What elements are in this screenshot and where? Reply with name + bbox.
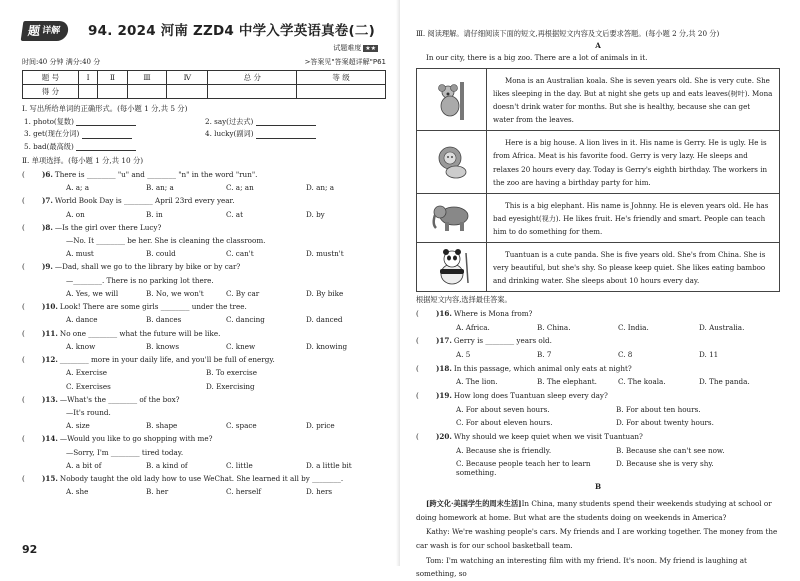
story-elephant [416, 194, 780, 243]
question-19: ( )19. How long does Tuantuan sleep every day? [416, 390, 608, 400]
passage-b-p2: Kathy: We're washing people's cars. My friends and I are working together. The money from the car wash is for our school basketball team. [416, 527, 778, 551]
score-cell[interactable] [167, 84, 208, 98]
score-cell[interactable] [127, 84, 167, 98]
option[interactable]: C. space [226, 421, 257, 431]
option[interactable]: C. India. [618, 322, 649, 332]
time-score: 时间:40 分钟 满分:40 分 [22, 58, 101, 67]
option[interactable]: D. knowing [306, 341, 348, 351]
score-cell[interactable] [79, 84, 98, 98]
story-panda [416, 243, 780, 292]
story-text: Mona is an Australian koala. She is seven years old. She is very cute. She likes sleeping in the day. But at night she gets up and eats leaves(树叶). Mona doesn't drink water for months. But she is healthy, because she can get water from the leaves. [493, 75, 773, 125]
option[interactable]: C. knew [226, 341, 256, 351]
option[interactable]: C. By car [226, 288, 260, 298]
option[interactable]: A. The lion. [456, 377, 498, 387]
score-header-cell: 等 级 [297, 70, 386, 84]
options-8 [66, 250, 386, 259]
panda-icon [417, 243, 487, 291]
part-a-label: A [595, 40, 601, 50]
option[interactable]: D. mustn't [306, 249, 344, 259]
question-10: ( )10. Look! There are some girls ________ under the tree. [22, 302, 247, 312]
score-header-cell: 总 分 [208, 70, 297, 84]
page-number: 92 [22, 542, 38, 556]
option[interactable]: B. her [146, 487, 169, 497]
passage-intro: In our city, there is a big zoo. There are a lot of animals in it. [426, 53, 648, 63]
score-header-cell: Ⅲ [127, 70, 167, 84]
option[interactable]: A. dance [66, 315, 98, 325]
options-19b [456, 419, 780, 428]
score-cell[interactable] [208, 84, 297, 98]
options-18 [456, 378, 780, 387]
option[interactable]: B. The elephant. [537, 377, 597, 387]
options-16 [456, 324, 780, 333]
answer-reference: >答案见"答案超详解"P61 [304, 58, 386, 67]
option[interactable]: D. hers [306, 487, 333, 497]
option[interactable]: C. The koala. [618, 377, 666, 387]
detail-badge: 题 详解 [21, 21, 70, 41]
score-cell[interactable] [297, 84, 386, 98]
question-17: ( )17. Gerry is ________ years old. [416, 336, 552, 346]
option[interactable]: C. dancing [226, 315, 265, 325]
story-text: This is a big elephant. His name is Johnny. He is eleven years old. He has bad eyesight(视力). He likes fruit. He's friendly and smart. People can teach him to do something for them. [493, 200, 769, 237]
score-header-cell: Ⅰ [79, 70, 98, 84]
question-8: ( )8. —Is the girl over there Lucy? [22, 222, 162, 232]
question-6: ( )6. There is ________ "u" and ________ "n" in the word "run". [22, 169, 258, 179]
story-koala [416, 68, 780, 131]
option[interactable]: A. a; a [66, 183, 90, 193]
option[interactable]: D. For about twenty hours. [616, 418, 714, 428]
score-row-label: 得 分 [23, 84, 79, 98]
score-table [22, 70, 386, 99]
options-7 [66, 211, 386, 220]
option[interactable]: C. at [226, 209, 243, 219]
option[interactable]: A. Yes, we will [66, 288, 119, 298]
question-13: ( )13. —What's the ________ of the box? [22, 394, 180, 404]
option[interactable]: A. Because she is friendly. [456, 445, 552, 455]
vocab-list [24, 118, 386, 152]
option[interactable]: A. must [66, 249, 94, 259]
story-text: Here is a big house. A lion lives in it. His name is Gerry. He is ugly. He is from Africa. Meat is his favorite food. Gerry is very lazy. He sleeps and relaxes 20 hours every day. Today is Gerry's eighth birthday. The workers in the zoo are having a birthday party for him. [493, 138, 768, 187]
title-row [22, 20, 386, 42]
question-13-line2: —It's round. [66, 408, 111, 418]
right-page [400, 0, 800, 579]
option[interactable]: B. shape [146, 421, 178, 431]
option[interactable]: C. little [226, 460, 253, 470]
option[interactable]: B. in [146, 209, 163, 219]
section-3-heading: Ⅲ. 阅读理解。请仔细阅读下面的短文,再根据短文内容及文后要求答题。(每小题 2 分,共 20 分) [416, 29, 720, 38]
question-11: ( )11. No one ________ what the future will be like. [22, 328, 221, 338]
answer-blank[interactable] [76, 118, 136, 126]
options-12b [66, 383, 386, 392]
option[interactable]: D. 11 [699, 350, 719, 360]
score-header-cell: 题 号 [23, 70, 79, 84]
options-15 [66, 488, 386, 497]
answer-blank[interactable] [82, 131, 132, 139]
options-19a [456, 406, 780, 415]
option[interactable]: D. By bike [306, 288, 344, 298]
passage-b-p3: Tom: I'm watching an interesting film with my friend. It's noon. My friend is laughing at something, so [416, 555, 747, 579]
options-9 [66, 290, 386, 299]
option[interactable]: B. To exercise [206, 368, 257, 378]
option[interactable]: A. Africa. [456, 322, 490, 332]
score-value-row [23, 84, 386, 98]
koala-icon [417, 69, 487, 130]
question-8-line2: —No. It ________ be her. She is cleaning the classroom. [66, 235, 266, 245]
option[interactable]: A. 5 [456, 350, 471, 360]
option[interactable]: B. 7 [537, 350, 552, 360]
section-2-heading: Ⅱ. 单项选择。(每小题 1 分,共 10 分) [22, 156, 144, 166]
option[interactable]: D. a little bit [306, 460, 352, 470]
story-text: Tuantuan is a cute panda. She is five years old. She's from China. She is very beautiful, but she's shy. So please keep quiet. She likes eating bamboo and drinking water. She sleeps about 10 hours every day. [493, 250, 766, 286]
story-lion [416, 131, 780, 193]
option[interactable]: B. knows [146, 341, 180, 351]
option[interactable]: B. Because she can't see now. [616, 445, 725, 455]
question-14-line2: —Sorry, I'm ________ tired today. [66, 447, 184, 457]
vocab-item: 4. lucky(副词) [205, 130, 386, 139]
options-12a [66, 369, 386, 378]
option[interactable]: C. herself [226, 487, 262, 497]
score-header-row [23, 70, 386, 84]
lion-icon [417, 131, 487, 192]
option[interactable]: D. Exercising [206, 381, 255, 391]
option[interactable]: D. price [306, 421, 335, 431]
options-14 [66, 462, 386, 471]
option[interactable]: A. on [66, 209, 85, 219]
option[interactable]: B. For about ten hours. [616, 404, 701, 414]
options-10 [66, 316, 386, 325]
score-cell[interactable] [98, 84, 127, 98]
option[interactable]: D. danced [306, 315, 343, 325]
option[interactable]: C. For about eleven hours. [456, 418, 553, 428]
reading-instruction: 根据短文内容,选择最佳答案。 [416, 295, 512, 305]
option[interactable]: B. a kind of [146, 460, 188, 470]
meta-row [22, 58, 386, 66]
options-11 [66, 343, 386, 352]
option[interactable]: D. by [306, 209, 325, 219]
culture-tag: [跨文化·美国学生的周末生活] [426, 499, 522, 509]
option[interactable]: A. know [66, 341, 96, 351]
question-7: ( )7. World Book Day is ________ April 23rd every year. [22, 196, 235, 206]
option[interactable]: A. Exercise [66, 368, 108, 378]
answer-blank[interactable] [256, 118, 316, 126]
question-9-line2: —________. There is no parking lot there. [66, 275, 214, 285]
options-6 [66, 184, 386, 193]
question-20: ( )20. Why should we keep quiet when we visit Tuantuan? [416, 431, 643, 441]
question-16: ( )16. Where is Mona from? [416, 309, 533, 319]
option[interactable]: A. For about seven hours. [456, 404, 550, 414]
question-18: ( )18. In this passage, which animal only eats at night? [416, 363, 632, 373]
question-9: ( )9. —Dad, shall we go to the library by bike or by car? [22, 262, 241, 272]
answer-blank[interactable] [256, 131, 316, 139]
options-20a [456, 447, 780, 456]
option[interactable]: C. Because people teach her to learn something. [456, 459, 591, 477]
option[interactable]: B. China. [537, 322, 571, 332]
option[interactable]: C. 8 [618, 350, 633, 360]
vocab-item: 5. bad(最高级) [24, 143, 205, 152]
option[interactable]: D. The panda. [699, 377, 750, 387]
options-13 [66, 422, 386, 431]
question-15: ( )15. Nobody taught the old lady how to use WeChat. She learned it all by ________. [22, 474, 344, 484]
difficulty-stars: ★★ [365, 45, 376, 52]
vocab-item: 2. say(过去式) [205, 118, 386, 127]
options-20b [456, 460, 780, 477]
option[interactable]: D. an; a [306, 183, 334, 193]
section-1-heading: Ⅰ. 写出所给单词的正确形式。(每小题 1 分,共 5 分) [22, 103, 188, 113]
left-page [0, 0, 400, 566]
option[interactable]: B. dances [146, 315, 182, 325]
vocab-item: 1. photo(复数) [24, 118, 205, 127]
difficulty: 试题难度 ★★ [333, 44, 376, 52]
option[interactable]: C. Exercises [66, 381, 111, 391]
option[interactable]: C. can't [226, 249, 254, 259]
option[interactable]: B. could [146, 249, 176, 259]
options-17 [456, 351, 780, 360]
passage-b-p1: [跨文化·美国学生的周末生活]In China, many students spend their weekends studying at school or doing homework at home. But what are the students doing on weekends in America? [416, 499, 772, 522]
question-12: ( )12. ________ more in your daily life, and you'll be full of energy. [22, 355, 275, 365]
vocab-item: 3. get(现在分词) [24, 130, 205, 139]
answer-blank[interactable] [76, 143, 136, 151]
part-b-label: B [594, 482, 602, 492]
option[interactable]: A. size [66, 421, 90, 431]
score-header-cell: Ⅳ [167, 70, 208, 84]
option[interactable]: B. an; a [146, 183, 174, 193]
elephant-icon [417, 194, 487, 242]
option[interactable]: D. Because she is very shy. [616, 459, 714, 469]
score-header-cell: Ⅱ [98, 70, 127, 84]
option[interactable]: A. she [66, 487, 89, 497]
option[interactable]: C. a; an [226, 183, 254, 193]
page-title: 94. 2024 河南 ZZD4 中学入学英语真卷(二) [88, 22, 375, 39]
option[interactable]: A. a bit of [66, 460, 102, 470]
option[interactable]: D. Australia. [699, 322, 745, 332]
option[interactable]: B. No, we won't [146, 288, 204, 298]
question-14: ( )14. —Would you like to go shopping with me? [22, 434, 213, 444]
